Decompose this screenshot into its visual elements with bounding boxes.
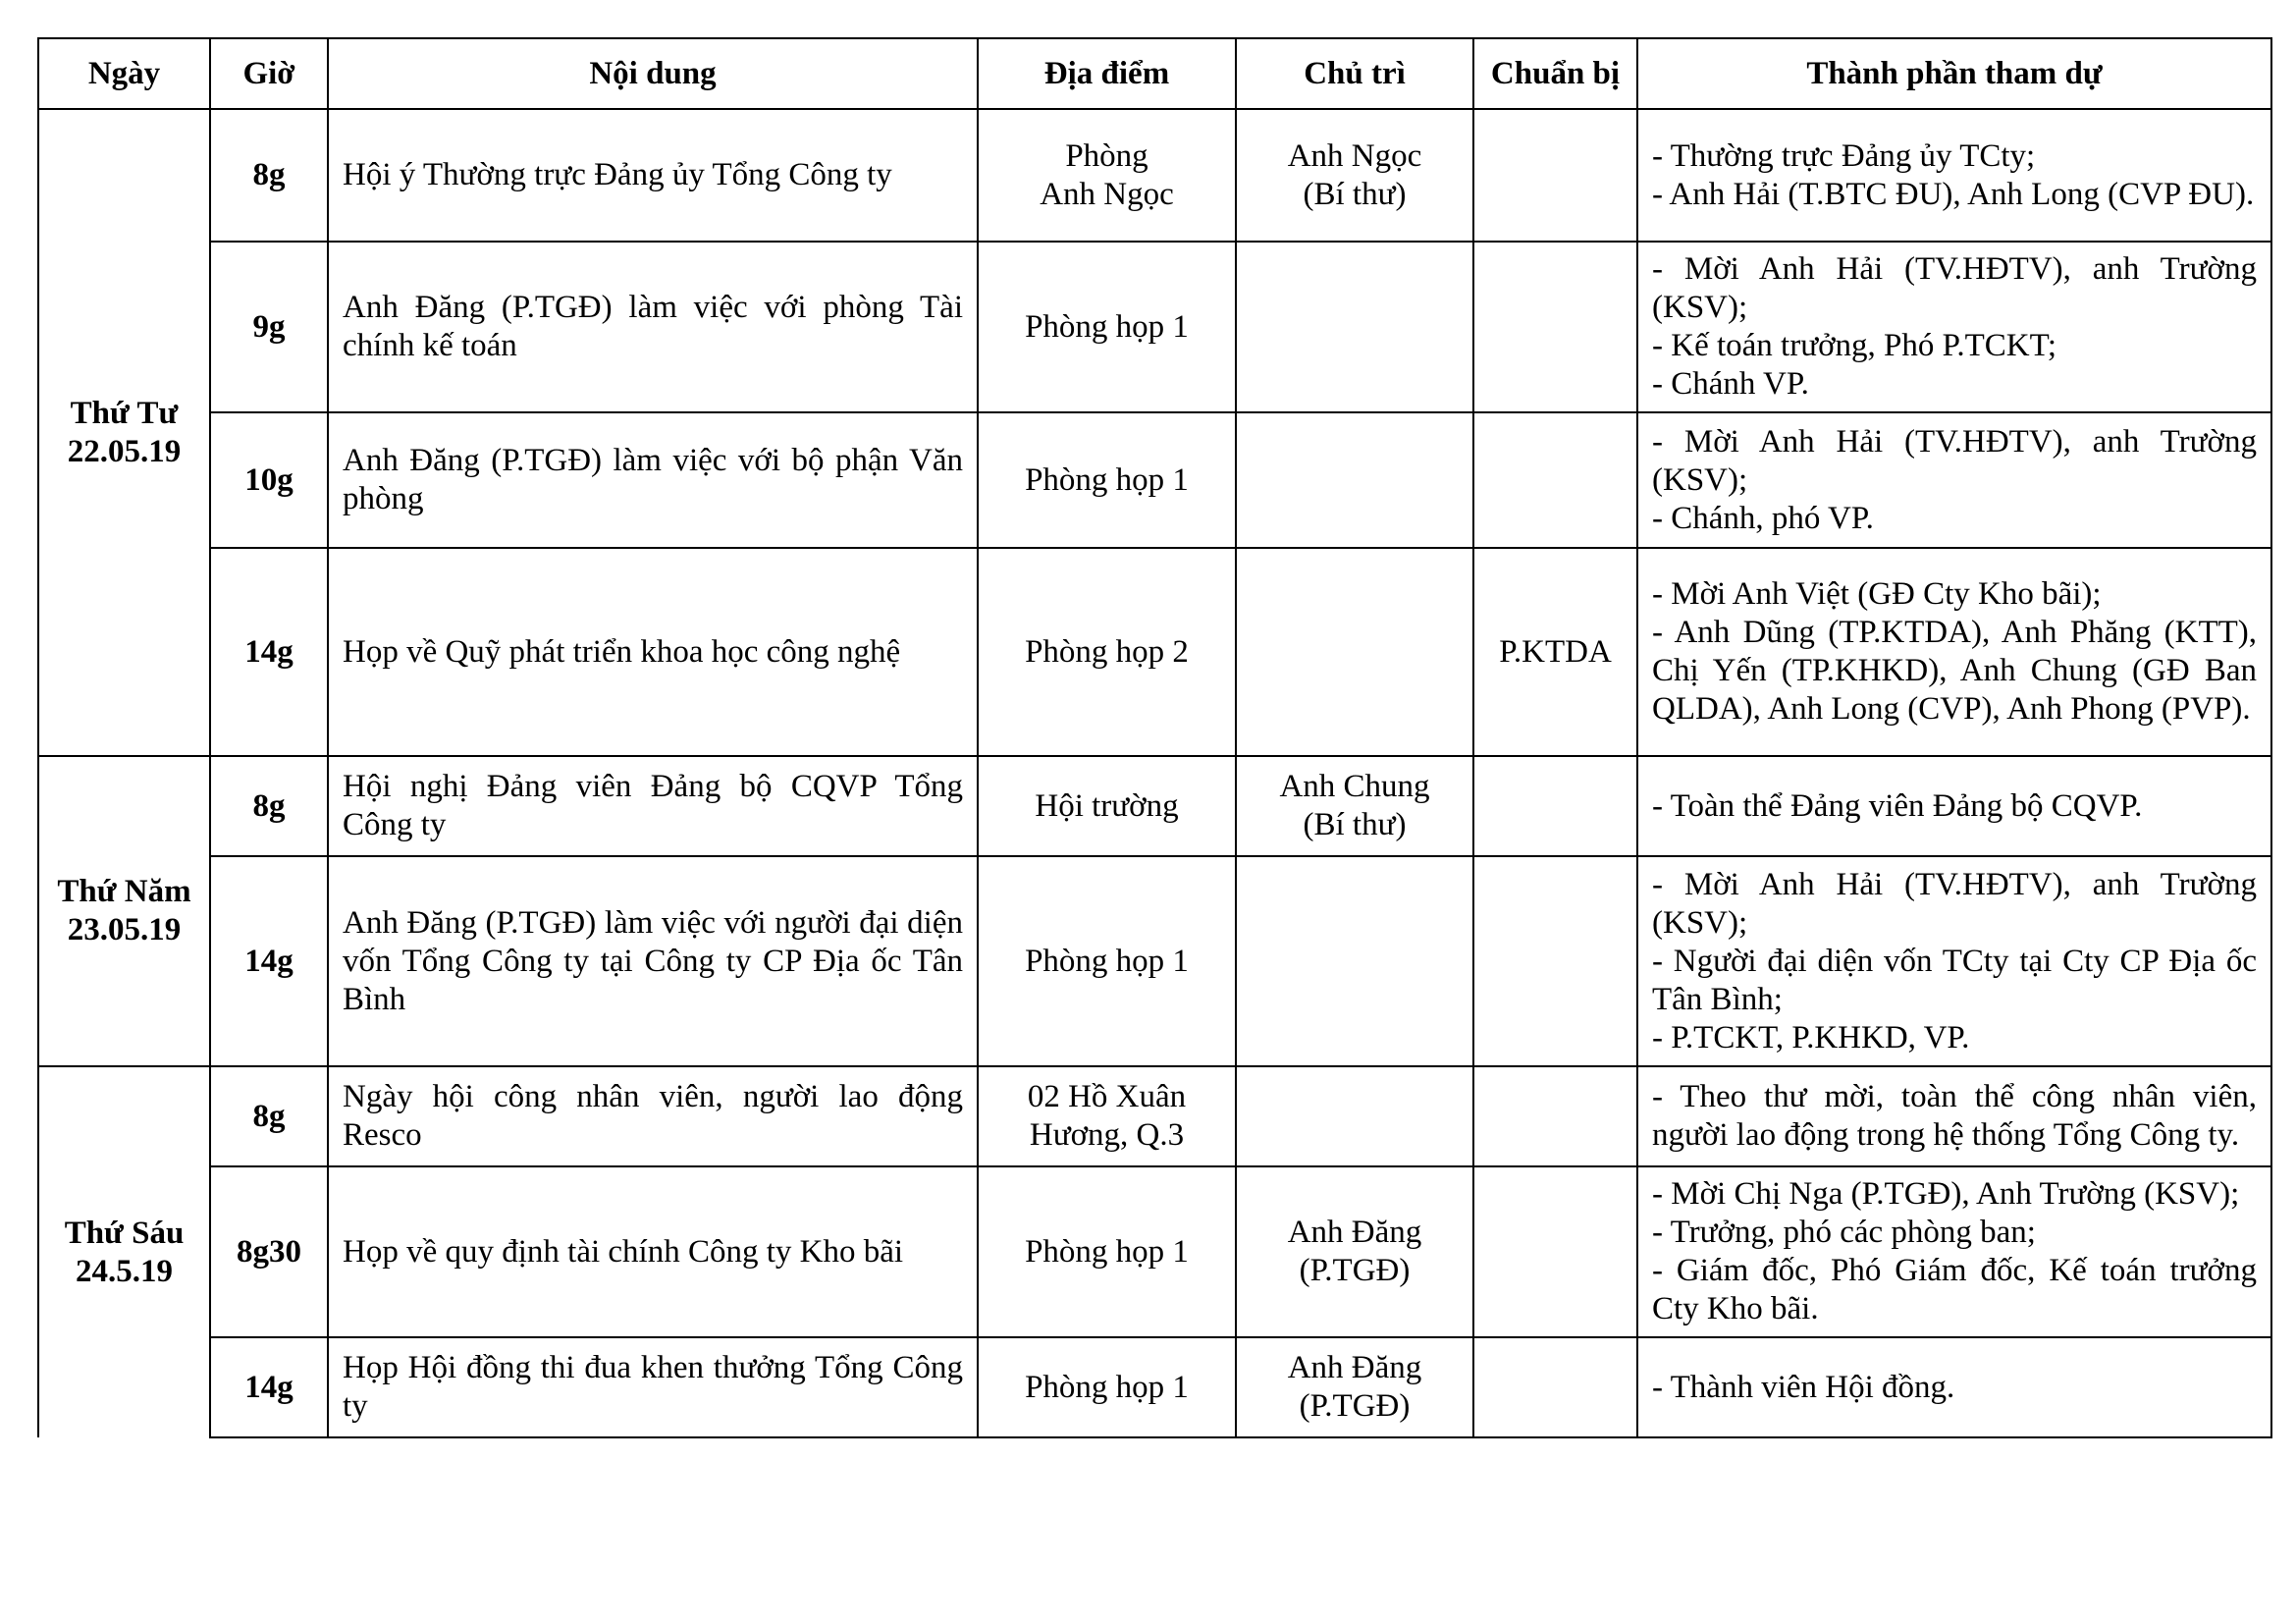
attendees-cell-line: - Toàn thể Đảng viên Đảng bộ CQVP. (1652, 787, 2143, 824)
attendees-cell (1637, 856, 2271, 1066)
host-cell (1236, 1337, 1473, 1437)
time-cell: 14g (210, 1337, 328, 1437)
attendees-cell (1637, 548, 2271, 756)
place-cell-line: 02 Hồ Xuân (1027, 1079, 1187, 1114)
attendees-cell-line: - Người đại diện vốn TCty tại Cty CP Địa ốc Tân Bình; (1652, 943, 2257, 1017)
time-cell: 9g (210, 242, 328, 412)
host-cell (1236, 1166, 1473, 1337)
time-cell: 14g (210, 548, 328, 756)
attendees-cell-line: - Mời Anh Việt (GĐ Cty Kho bãi); (1652, 576, 2102, 612)
place-cell-line: Phòng họp 2 (1025, 633, 1189, 670)
attendees-cell (1637, 242, 2271, 412)
time-cell: 8g30 (210, 1166, 328, 1337)
place-cell-line: Phòng họp 1 (1025, 1233, 1189, 1270)
header-day: Ngày (38, 38, 210, 109)
host-cell-line: (P.TGĐ) (1299, 1388, 1411, 1424)
attendees-cell-line: - Theo thư mời, toàn thể công nhân viên, người lao động trong hệ thống Tổng Công ty. (1652, 1079, 2257, 1153)
host-cell (1236, 242, 1473, 412)
day-cell (38, 109, 210, 756)
time-cell: 10g (210, 412, 328, 548)
schedule-row (38, 1066, 2271, 1166)
host-cell-line: (Bí thư) (1303, 176, 1407, 212)
place-cell-line: Hương, Q.3 (1029, 1117, 1185, 1153)
attendees-cell-line: - Mời Anh Hải (TV.HĐTV), anh Trường (KSV); (1652, 866, 2257, 941)
attendees-cell-line: - Kế toán trưởng, Phó P.TCKT; (1652, 328, 2057, 363)
place-cell-line: Phòng họp 1 (1025, 1369, 1189, 1405)
attendees-cell (1637, 109, 2271, 242)
host-cell-line: Anh Ngọc (1287, 137, 1422, 174)
content-cell: Họp Hội đồng thi đua khen thưởng Tổng Công ty (328, 1337, 978, 1437)
time-cell: 14g (210, 856, 328, 1066)
prep-cell (1473, 412, 1637, 548)
host-cell (1236, 109, 1473, 242)
attendees-cell-line: - Mời Anh Hải (TV.HĐTV), anh Trường (KSV); (1652, 251, 2257, 325)
prep-cell: P.KTDA (1473, 548, 1637, 756)
content-cell: Anh Đăng (P.TGĐ) làm việc với phòng Tài chính kế toán (328, 242, 978, 412)
host-cell (1236, 548, 1473, 756)
attendees-cell (1637, 756, 2271, 856)
place-cell-line: Phòng họp 1 (1025, 308, 1189, 345)
content-cell: Hội ý Thường trực Đảng ủy Tổng Công ty (328, 109, 978, 242)
attendees-cell-line: - Chánh, phó VP. (1652, 500, 1874, 536)
prep-cell (1473, 1166, 1637, 1337)
attendees-cell (1637, 1337, 2271, 1437)
prep-cell (1473, 856, 1637, 1066)
prep-cell (1473, 109, 1637, 242)
day-date: 23.05.19 (67, 912, 182, 947)
content-cell: Họp về Quỹ phát triển khoa học công nghệ (328, 548, 978, 756)
attendees-cell-line: - Giám đốc, Phó Giám đốc, Kế toán trưởng Cty Kho bãi. (1652, 1253, 2257, 1326)
schedule-row (38, 756, 2271, 856)
place-cell (978, 1337, 1236, 1437)
place-cell (978, 242, 1236, 412)
schedule-row (38, 856, 2271, 1066)
day-cell (38, 756, 210, 1066)
header-row (38, 38, 2271, 109)
place-cell (978, 856, 1236, 1066)
attendees-cell-line: - Chánh VP. (1652, 366, 1809, 402)
header-content: Nội dung (328, 38, 978, 109)
place-cell-line: Phòng họp 1 (1025, 943, 1189, 979)
attendees-cell-line: - Anh Hải (T.BTC ĐU), Anh Long (CVP ĐU). (1652, 176, 2255, 212)
time-cell: 8g (210, 756, 328, 856)
header-time: Giờ (210, 38, 328, 109)
attendees-cell (1637, 1066, 2271, 1166)
place-cell (978, 412, 1236, 548)
host-cell-line: Anh Đăng (1287, 1215, 1422, 1250)
place-cell (978, 1066, 1236, 1166)
attendees-cell-line: - Trưởng, phó các phòng ban; (1652, 1215, 2036, 1250)
day-name: Thứ Năm (57, 874, 191, 909)
prep-cell (1473, 1337, 1637, 1437)
prep-cell (1473, 1066, 1637, 1166)
place-cell (978, 1166, 1236, 1337)
host-cell-line: Anh Đăng (1287, 1350, 1422, 1385)
host-cell (1236, 412, 1473, 548)
place-cell-line: Phòng họp 1 (1025, 461, 1189, 498)
host-cell (1236, 856, 1473, 1066)
attendees-cell-line: - P.TCKT, P.KHKD, VP. (1652, 1019, 1970, 1055)
host-cell-line: (Bí thư) (1303, 807, 1407, 842)
header-attendees: Thành phần tham dự (1637, 38, 2271, 109)
place-cell (978, 109, 1236, 242)
attendees-cell-line: - Mời Anh Hải (TV.HĐTV), anh Trường (KSV); (1652, 423, 2257, 498)
host-cell-line: Anh Chung (1279, 769, 1430, 804)
content-cell: Anh Đăng (P.TGĐ) làm việc với bộ phận Văn phòng (328, 412, 978, 548)
attendees-cell-line: - Mời Chị Nga (P.TGĐ), Anh Trường (KSV); (1652, 1176, 2240, 1212)
place-cell (978, 756, 1236, 856)
schedule-row (38, 1166, 2271, 1337)
schedule-row (38, 412, 2271, 548)
schedule-row (38, 1337, 2271, 1437)
place-cell-line: Phòng (1065, 137, 1148, 174)
host-cell-line: (P.TGĐ) (1299, 1253, 1411, 1288)
attendees-cell-line: - Anh Dũng (TP.KTDA), Anh Phăng (KTT), Chị Yến (TP.KHKD), Anh Chung (GĐ Ban QLDA), Anh Long (CVP), Anh Phong (PVP). (1652, 615, 2257, 727)
place-cell (978, 548, 1236, 756)
header-host: Chủ trì (1236, 38, 1473, 109)
place-cell-line: Anh Ngọc (1040, 176, 1174, 212)
prep-cell (1473, 756, 1637, 856)
attendees-cell-line: - Thành viên Hội đồng. (1652, 1369, 1955, 1405)
attendees-cell (1637, 412, 2271, 548)
day-date: 24.5.19 (76, 1253, 173, 1289)
day-name: Thứ Tư (70, 395, 179, 431)
day-name: Thứ Sáu (64, 1215, 185, 1251)
host-cell (1236, 1066, 1473, 1166)
attendees-cell-line: - Thường trực Đảng ủy TCty; (1652, 137, 2036, 174)
place-cell-line: Hội trường (1035, 787, 1179, 824)
time-cell: 8g (210, 1066, 328, 1166)
schedule-row (38, 242, 2271, 412)
content-cell: Ngày hội công nhân viên, người lao động Resco (328, 1066, 978, 1166)
day-date: 22.05.19 (67, 433, 182, 469)
content-cell: Anh Đăng (P.TGĐ) làm việc với người đại diện vốn Tổng Công ty tại Công ty CP Địa ốc Tân Bình (328, 856, 978, 1066)
schedule-row (38, 109, 2271, 242)
schedule-table (37, 37, 2272, 1438)
content-cell: Họp về quy định tài chính Công ty Kho bãi (328, 1166, 978, 1337)
host-cell (1236, 756, 1473, 856)
header-place: Địa điểm (978, 38, 1236, 109)
time-cell: 8g (210, 109, 328, 242)
schedule-row (38, 548, 2271, 756)
day-cell (38, 1066, 210, 1437)
prep-cell (1473, 242, 1637, 412)
header-prep: Chuẩn bị (1473, 38, 1637, 109)
schedule-body (38, 109, 2271, 1437)
content-cell: Hội nghị Đảng viên Đảng bộ CQVP Tổng Công ty (328, 756, 978, 856)
attendees-cell (1637, 1166, 2271, 1337)
